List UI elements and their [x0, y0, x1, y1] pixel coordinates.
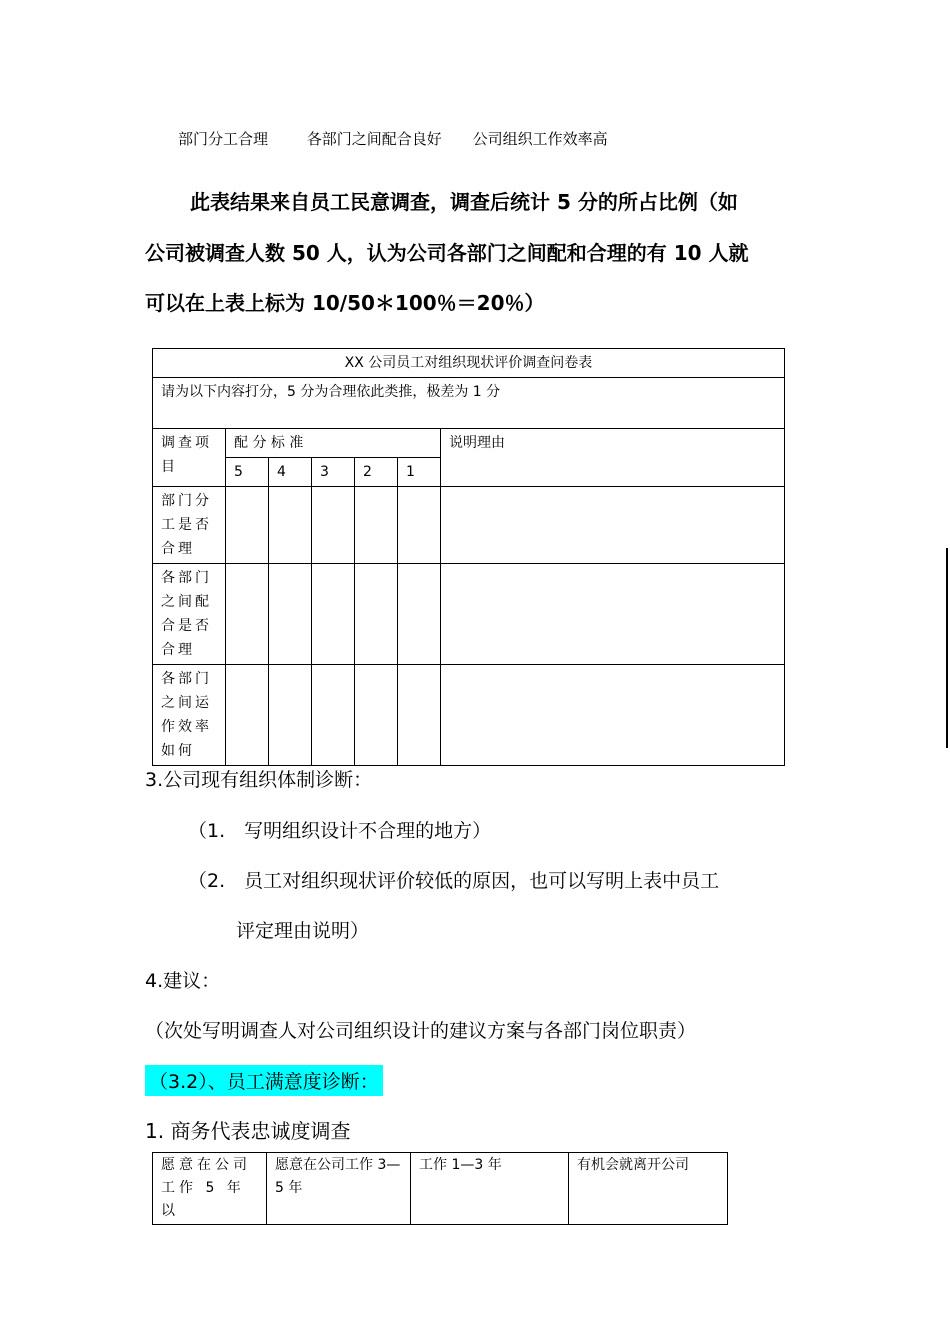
row-label: 部门分工是否合理: [153, 487, 226, 564]
loyalty-table: [152, 1152, 728, 1225]
score-cell[interactable]: [269, 564, 312, 665]
intro-line-2: 公司被调查人数 50 人，认为公司各部门之间配和合理的有 10 人就: [145, 241, 749, 265]
score-cell[interactable]: [226, 665, 269, 766]
score-cell[interactable]: [398, 564, 441, 665]
section-3-item-2-line-2: 评定理由说明）: [236, 920, 370, 942]
section-4-title: 4.建议：: [145, 970, 221, 992]
score-cell[interactable]: [355, 564, 398, 665]
highlighted-heading: （3.2）、员工满意度诊断：: [145, 1065, 383, 1096]
page-edge-divider: [946, 548, 948, 748]
section-3-item-1: （1. 写明组织设计不合理的地方）: [188, 820, 492, 842]
score-cell[interactable]: [226, 487, 269, 564]
section-3-item-2-line-1: （2. 员工对组织现状评价较低的原因，也可以写明上表中员工: [188, 870, 720, 892]
loyalty-option-leave: 有机会就离开公司: [569, 1153, 728, 1225]
label-work-efficiency: 公司组织工作效率高: [472, 130, 608, 148]
reason-cell[interactable]: [441, 665, 785, 766]
survey-table: [152, 348, 785, 766]
intro-line-1: 此表结果来自员工民意调查，调查后统计 5 分的所占比例（如: [190, 190, 738, 214]
intro-line-3: 可以在上表上标为 10/50＊100％＝20％）: [145, 291, 545, 315]
loyalty-option-3-5-years: 愿意在公司工作 3—5 年: [267, 1153, 411, 1225]
score-3: 3: [312, 458, 355, 487]
table-row: [153, 564, 785, 665]
score-1: 1: [398, 458, 441, 487]
column-header-item: 调查项目: [153, 429, 226, 487]
table-row: [153, 487, 785, 564]
table-row: [153, 665, 785, 766]
score-cell[interactable]: [312, 564, 355, 665]
label-department-coordination: 各部门之间配合良好: [306, 130, 442, 148]
subsection-1-title: 1. 商务代表忠诚度调查: [145, 1119, 351, 1143]
score-cell[interactable]: [269, 487, 312, 564]
score-cell[interactable]: [312, 487, 355, 564]
survey-table-instruction: 请为以下内容打分，5 分为合理依此类推，极差为 1 分: [153, 378, 785, 429]
table-row: [153, 1153, 728, 1225]
column-header-score: 配 分 标 准: [226, 429, 441, 458]
score-cell[interactable]: [269, 665, 312, 766]
score-5: 5: [226, 458, 269, 487]
score-cell[interactable]: [312, 665, 355, 766]
loyalty-option-5-years: 愿意在公司工作 5 年以: [153, 1153, 267, 1225]
row-label: 各部门之间配合是否合理: [153, 564, 226, 665]
reason-cell[interactable]: [441, 564, 785, 665]
section-4-body: （次处写明调查人对公司组织设计的建议方案与各部门岗位职责）: [145, 1020, 697, 1042]
section-3-title: 3.公司现有组织体制诊断：: [145, 769, 373, 791]
loyalty-option-1-3-years: 工作 1—3 年: [411, 1153, 569, 1225]
survey-table-title: XX 公司员工对组织现状评价调查问卷表: [153, 349, 785, 378]
evaluation-labels: [178, 128, 608, 149]
score-cell[interactable]: [355, 487, 398, 564]
score-4: 4: [269, 458, 312, 487]
score-cell[interactable]: [398, 665, 441, 766]
reason-cell[interactable]: [441, 487, 785, 564]
score-cell[interactable]: [398, 487, 441, 564]
label-division-of-labor: 部门分工合理: [178, 130, 269, 148]
score-2: 2: [355, 458, 398, 487]
score-cell[interactable]: [226, 564, 269, 665]
score-cell[interactable]: [355, 665, 398, 766]
row-label: 各部门之间运作效率如何: [153, 665, 226, 766]
column-header-reason: 说明理由: [441, 429, 785, 487]
